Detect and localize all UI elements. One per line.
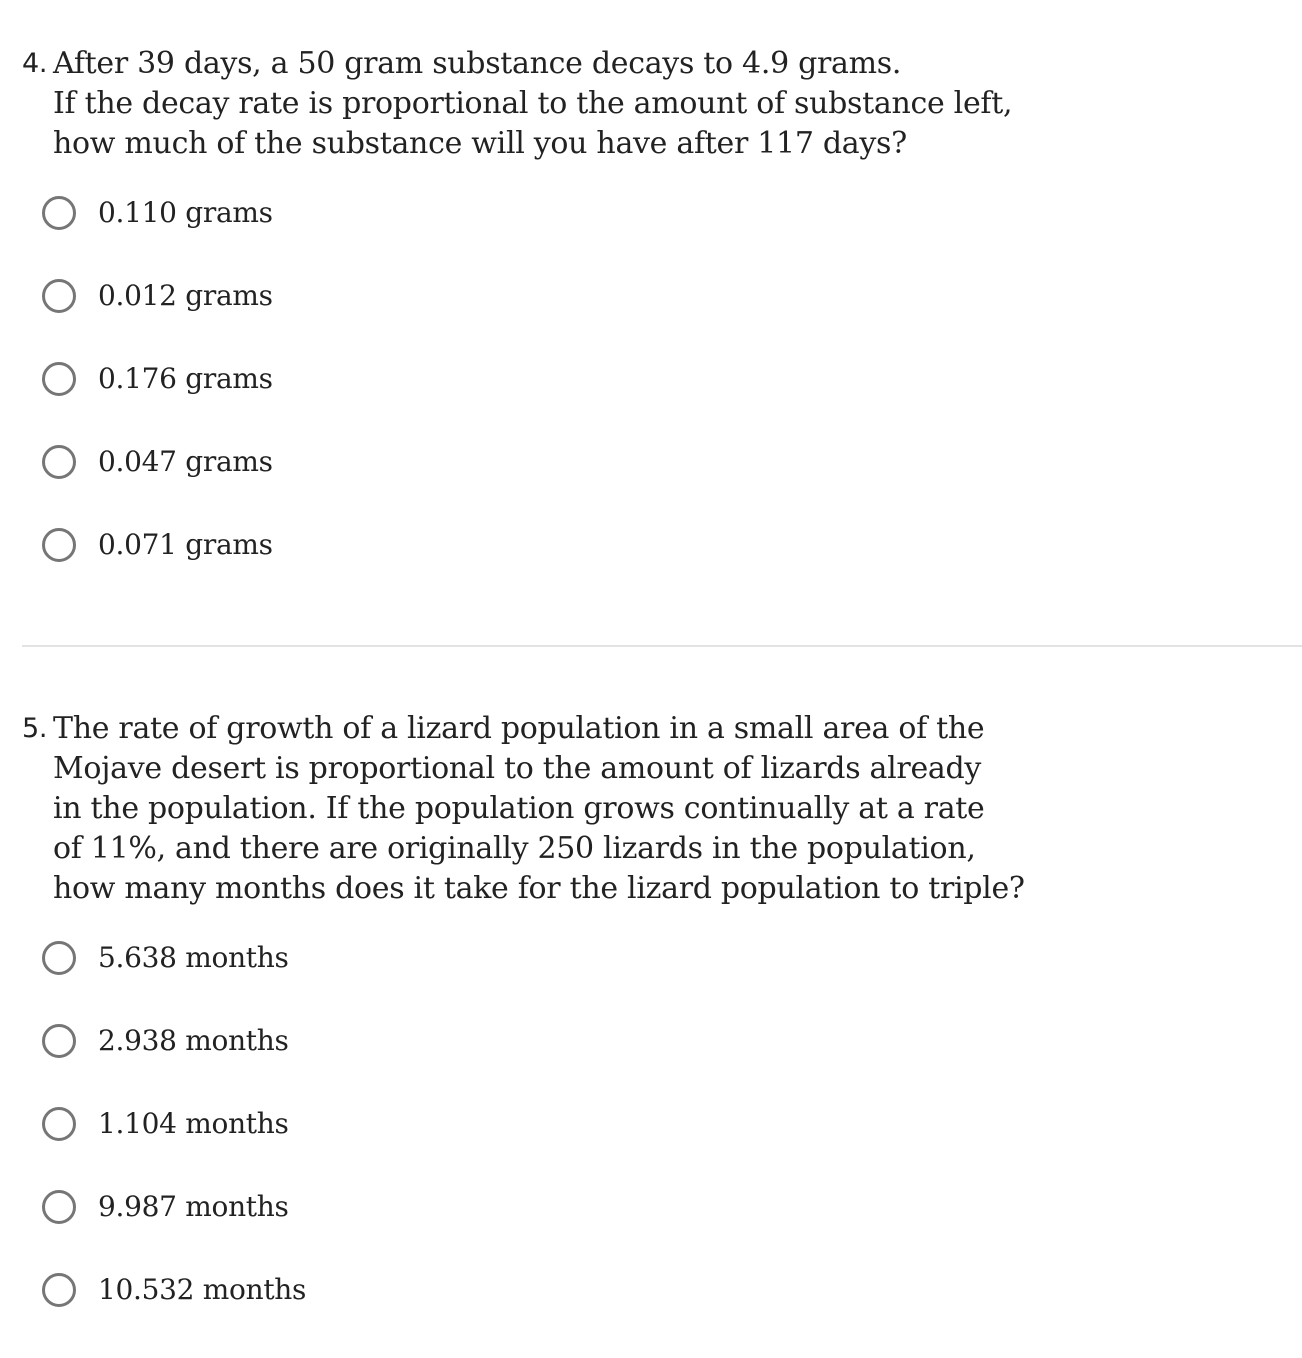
question-4-line-2: If the decay rate is proportional to the amount of substance left, bbox=[53, 86, 1013, 121]
option-label[interactable]: 2.938 months bbox=[98, 1024, 289, 1057]
question-5-line-2: Mojave desert is proportional to the amount of lizards already bbox=[53, 751, 982, 786]
question-4-option-2[interactable] bbox=[22, 276, 1292, 316]
question-4 bbox=[22, 44, 1292, 608]
option-label[interactable]: 0.047 grams bbox=[98, 445, 273, 478]
radio-button[interactable] bbox=[42, 941, 76, 975]
question-5 bbox=[22, 709, 1292, 1353]
radio-button[interactable] bbox=[42, 1107, 76, 1141]
question-5-option-3[interactable] bbox=[22, 1104, 1292, 1144]
radio-button[interactable] bbox=[42, 528, 76, 562]
question-5-line-5: how many months does it take for the lizard population to triple? bbox=[53, 871, 1025, 906]
question-5-option-1[interactable] bbox=[22, 938, 1292, 978]
question-5-option-2[interactable] bbox=[22, 1021, 1292, 1061]
question-5-options bbox=[22, 938, 1292, 1310]
question-4-option-4[interactable] bbox=[22, 442, 1292, 482]
question-4-option-5[interactable] bbox=[22, 525, 1292, 565]
radio-button[interactable] bbox=[42, 1190, 76, 1224]
question-divider bbox=[22, 645, 1302, 647]
option-label[interactable]: 0.110 grams bbox=[98, 196, 273, 229]
option-label[interactable]: 9.987 months bbox=[98, 1190, 289, 1223]
radio-button[interactable] bbox=[42, 362, 76, 396]
question-5-line-3: in the population. If the population grows continually at a rate bbox=[53, 791, 985, 826]
question-5-line-1: The rate of growth of a lizard population in a small area of the bbox=[53, 711, 985, 746]
radio-button[interactable] bbox=[42, 279, 76, 313]
question-5-option-5[interactable] bbox=[22, 1270, 1292, 1310]
radio-button[interactable] bbox=[42, 1273, 76, 1307]
question-4-line-1: After 39 days, a 50 gram substance decays to 4.9 grams. bbox=[53, 46, 902, 81]
option-label[interactable]: 0.071 grams bbox=[98, 528, 273, 561]
question-4-options bbox=[22, 193, 1292, 565]
radio-button[interactable] bbox=[42, 1024, 76, 1058]
radio-button[interactable] bbox=[42, 196, 76, 230]
question-5-text bbox=[22, 709, 1292, 909]
question-4-option-1[interactable] bbox=[22, 193, 1292, 233]
option-label[interactable]: 1.104 months bbox=[98, 1107, 289, 1140]
option-label[interactable]: 0.012 grams bbox=[98, 279, 273, 312]
question-5-option-4[interactable] bbox=[22, 1187, 1292, 1227]
question-5-line-4: of 11%, and there are originally 250 lizards in the population, bbox=[53, 831, 976, 866]
question-5-number: 5. bbox=[22, 713, 48, 744]
question-4-line-3: how much of the substance will you have after 117 days? bbox=[53, 126, 907, 161]
option-label[interactable]: 5.638 months bbox=[98, 941, 289, 974]
question-4-option-3[interactable] bbox=[22, 359, 1292, 399]
radio-button[interactable] bbox=[42, 445, 76, 479]
option-label[interactable]: 0.176 grams bbox=[98, 362, 273, 395]
question-4-text bbox=[22, 44, 1292, 164]
option-label[interactable]: 10.532 months bbox=[98, 1273, 307, 1306]
question-4-number: 4. bbox=[22, 48, 48, 79]
